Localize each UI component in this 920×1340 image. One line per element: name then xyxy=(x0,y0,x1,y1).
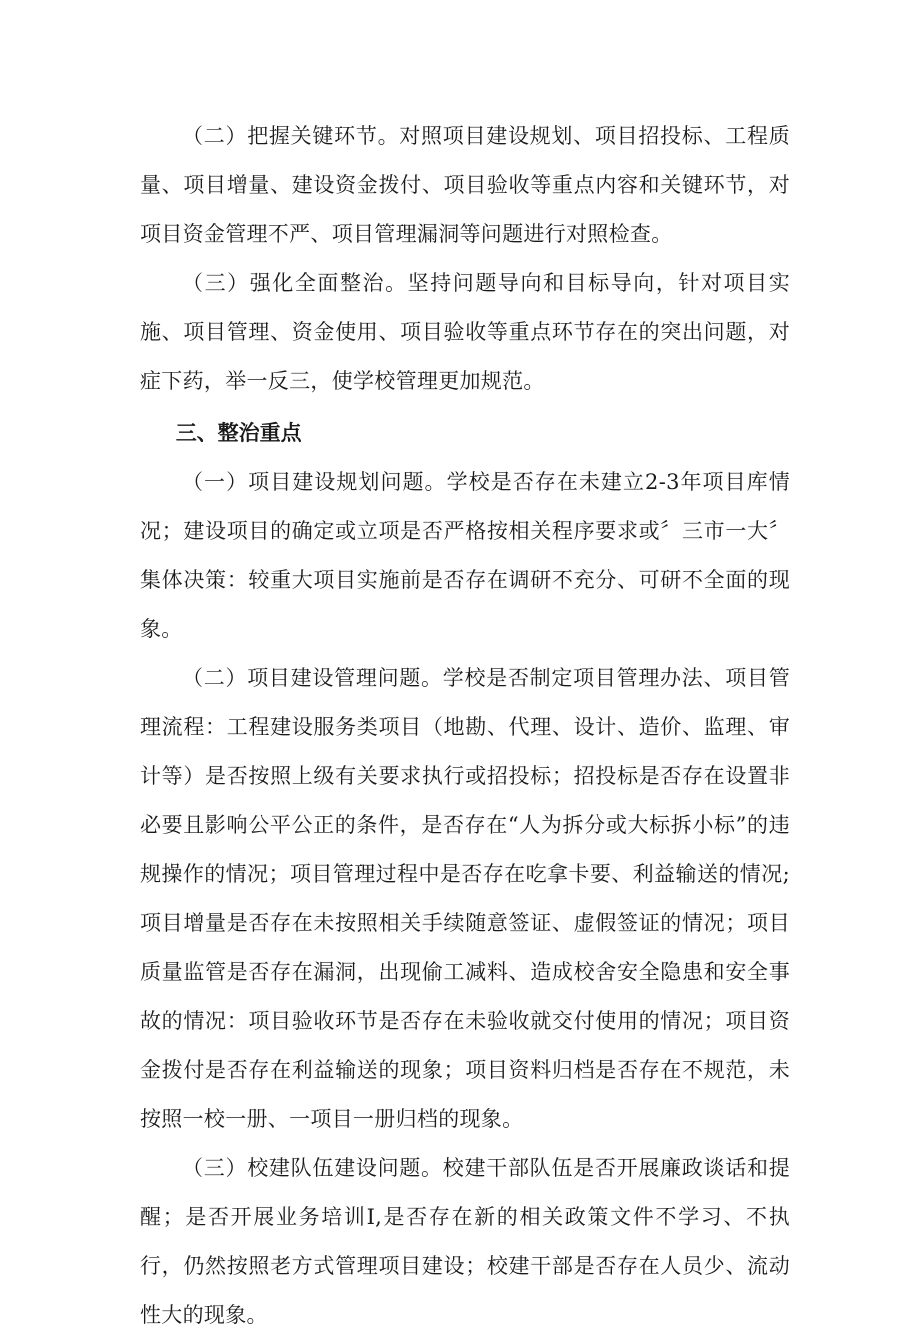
paragraph-key-links: （二）把握关键环节。对照项目建设规划、项目招投标、工程质量、项目增量、建设资金拨付、项目验收等重点内容和关键环节，对项目资金管理不严、项目管理漏洞等问题进行对照检查。 xyxy=(140,124,790,246)
paragraph-project-management: （二）项目建设管理问题。学校是否制定项目管理办法、项目管理流程：工程建设服务类项目（地勘、代理、设计、造价、监理、审计等）是否按照上级有关要求执行或招投标；招投标是否存在设置非必要且影响公平公正的条件，是否存在“人为拆分或大标拆小标”的违规操作的情况；项目管理过程中是否存在吃拿卡要、利益输送的情况;项目增量是否存在未按照相关手续随意签证、虚假签证的情况；项目质量监管是否存在漏洞，出现偷工减料、造成校舍安全隐患和安全事故的情况：项目验收环节是否存在未验收就交付使用的情况；项目资金拨付是否存在利益输送的现象；项目资料归档是否存在不规范，未按照一校一册、一项目一册归档的现象。 xyxy=(140,666,790,1131)
section-heading: 三、整治重点 xyxy=(175,421,302,445)
paragraph-comprehensive-rectification: （三）强化全面整治。坚持问题导向和目标导向，针对项目实施、项目管理、资金使用、项目验收等重点环节存在的突出问题，对症下药，举一反三，使学校管理更加规范。 xyxy=(140,271,790,393)
paragraph-team-building: （三）校建队伍建设问题。校建干部队伍是否开展廉政谈话和提醒；是否开展业务培训I,是否存在新的相关政策文件不学习、不执行，仍然按照老方式管理项目建设；校建干部是否存在人员少、流动性大的现象。 xyxy=(140,1156,790,1327)
paragraph-project-planning: （一）项目建设规划问题。学校是否存在未建立2-3年项目库情况；建设项目的确定或立项是否严格按相关程序要求或〞三市一大〞集体决策：较重大项目实施前是否存在调研不充分、可研不全面的现象。 xyxy=(140,470,790,641)
